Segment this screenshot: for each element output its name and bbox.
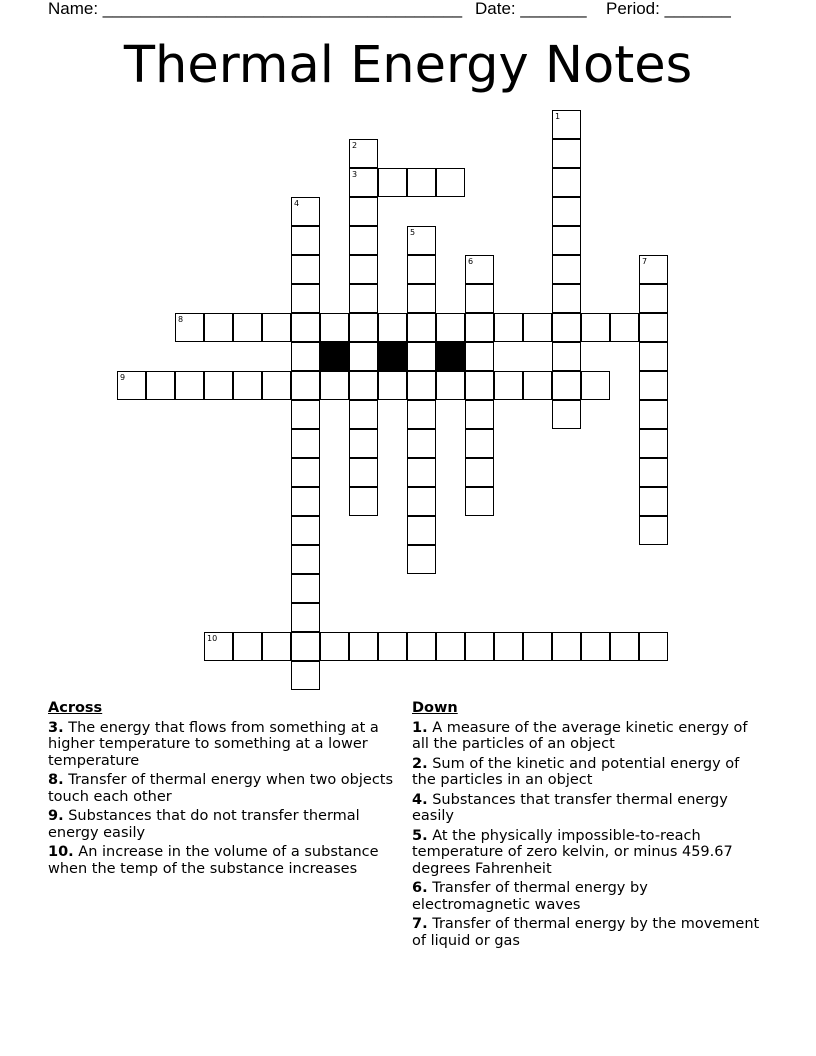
- grid-cell[interactable]: [262, 632, 291, 661]
- grid-cell[interactable]: [639, 632, 668, 661]
- grid-cell[interactable]: [291, 429, 320, 458]
- clue-item: [412, 756, 762, 789]
- clue-item-text: Substances that transfer thermal energy easily: [412, 791, 728, 824]
- clue-item: [48, 720, 398, 770]
- grid-cell[interactable]: [349, 458, 378, 487]
- clue-item-number: 2.: [412, 755, 428, 772]
- name-field[interactable]: Name: ______________________________________: [48, 0, 463, 18]
- black-cell: [378, 342, 407, 371]
- grid-cell[interactable]: [378, 168, 407, 197]
- grid-cell[interactable]: [494, 632, 523, 661]
- grid-cell[interactable]: [291, 371, 320, 400]
- across-clues: [48, 700, 398, 880]
- grid-cell[interactable]: [233, 632, 262, 661]
- grid-cell[interactable]: [436, 371, 465, 400]
- grid-cell[interactable]: [378, 313, 407, 342]
- clue-item: [48, 772, 398, 805]
- grid-cell[interactable]: [204, 371, 233, 400]
- grid-cell[interactable]: [465, 400, 494, 429]
- grid-cell[interactable]: [552, 255, 581, 284]
- grid-cell[interactable]: [465, 342, 494, 371]
- grid-cell[interactable]: [407, 400, 436, 429]
- grid-cell[interactable]: [291, 255, 320, 284]
- grid-cell[interactable]: [407, 487, 436, 516]
- grid-cell[interactable]: [407, 429, 436, 458]
- grid-cell[interactable]: [407, 284, 436, 313]
- grid-cell[interactable]: [204, 632, 233, 661]
- grid-cell[interactable]: [639, 284, 668, 313]
- clue-item-number: 9.: [48, 808, 64, 824]
- grid-cell[interactable]: [320, 313, 349, 342]
- grid-cell[interactable]: [639, 458, 668, 487]
- grid-cell[interactable]: [552, 139, 581, 168]
- grid-cell[interactable]: [349, 226, 378, 255]
- grid-cell[interactable]: [291, 458, 320, 487]
- grid-cell[interactable]: [639, 516, 668, 545]
- clue-number: 1: [555, 112, 561, 121]
- grid-cell[interactable]: [349, 342, 378, 371]
- clue-item: [412, 792, 762, 825]
- clue-item-text: Transfer of thermal energy by the movement of liquid or gas: [412, 916, 760, 949]
- grid-cell[interactable]: [407, 342, 436, 371]
- grid-cell[interactable]: [465, 429, 494, 458]
- grid-cell[interactable]: [175, 371, 204, 400]
- clue-number: 2: [352, 141, 358, 150]
- grid-cell[interactable]: [349, 371, 378, 400]
- grid-cell[interactable]: [465, 313, 494, 342]
- clue-item-text: A measure of the average kinetic energy of all the particles of an object: [412, 719, 748, 752]
- across-clue-list: [48, 720, 398, 878]
- grid-cell[interactable]: [407, 313, 436, 342]
- clue-number: 10: [207, 634, 218, 643]
- clue-item: [412, 880, 762, 913]
- grid-cell[interactable]: [291, 342, 320, 371]
- grid-cell[interactable]: [465, 371, 494, 400]
- grid-cell[interactable]: [407, 255, 436, 284]
- grid-cell[interactable]: [436, 168, 465, 197]
- grid-cell[interactable]: [262, 313, 291, 342]
- grid-cell[interactable]: [349, 284, 378, 313]
- clue-number: 8: [178, 315, 184, 324]
- grid-cell[interactable]: [349, 429, 378, 458]
- clue-item-number: 1.: [412, 719, 428, 736]
- grid-cell[interactable]: [349, 197, 378, 226]
- clue-item-text: Transfer of thermal energy by electromagnetic waves: [412, 880, 648, 913]
- grid-cell[interactable]: [610, 313, 639, 342]
- grid-cell[interactable]: [349, 255, 378, 284]
- grid-cell[interactable]: [378, 632, 407, 661]
- grid-cell[interactable]: [291, 197, 320, 226]
- grid-cell[interactable]: [407, 168, 436, 197]
- grid-cell[interactable]: [349, 400, 378, 429]
- grid-cell[interactable]: [407, 516, 436, 545]
- grid-cell[interactable]: [407, 545, 436, 574]
- grid-cell[interactable]: [581, 632, 610, 661]
- clue-item-number: 7.: [412, 916, 428, 932]
- down-clue-list: [412, 720, 762, 950]
- clue-item: [48, 808, 398, 841]
- grid-cell[interactable]: [204, 313, 233, 342]
- clue-item: [412, 720, 762, 753]
- clue-item-text: An increase in the volume of a substance when the temp of the substance increases: [48, 844, 379, 877]
- grid-cell[interactable]: [436, 632, 465, 661]
- grid-cell[interactable]: [233, 371, 262, 400]
- grid-cell[interactable]: [436, 313, 465, 342]
- grid-cell[interactable]: [291, 632, 320, 661]
- clue-item-text: The energy that flows from something at a higher temperature to something at a lower temperature: [48, 719, 379, 769]
- grid-cell[interactable]: [320, 632, 349, 661]
- grid-cell[interactable]: [552, 226, 581, 255]
- down-clues: [412, 700, 762, 952]
- grid-cell[interactable]: [552, 371, 581, 400]
- grid-cell[interactable]: [146, 371, 175, 400]
- grid-cell[interactable]: [639, 487, 668, 516]
- grid-cell[interactable]: [349, 139, 378, 168]
- grid-cell[interactable]: [291, 487, 320, 516]
- grid-cell[interactable]: [639, 400, 668, 429]
- grid-cell[interactable]: [523, 371, 552, 400]
- grid-cell[interactable]: [291, 661, 320, 690]
- down-heading: Down: [412, 700, 458, 716]
- grid-cell[interactable]: [117, 371, 146, 400]
- grid-cell[interactable]: [291, 313, 320, 342]
- grid-cell[interactable]: [407, 371, 436, 400]
- grid-cell[interactable]: [581, 313, 610, 342]
- clue-item: [412, 828, 762, 878]
- clue-item-number: 6.: [412, 880, 428, 896]
- grid-cell[interactable]: [233, 313, 262, 342]
- grid-cell[interactable]: [465, 487, 494, 516]
- clue-item-number: 3.: [48, 719, 64, 736]
- grid-cell[interactable]: [494, 371, 523, 400]
- grid-cell[interactable]: [407, 226, 436, 255]
- grid-cell[interactable]: [465, 255, 494, 284]
- clue-item-number: 4.: [412, 791, 428, 808]
- clue-number: 9: [120, 373, 126, 382]
- grid-cell[interactable]: [291, 516, 320, 545]
- clue-item-number: 8.: [48, 772, 64, 788]
- grid-cell[interactable]: [639, 342, 668, 371]
- grid-cell[interactable]: [262, 371, 291, 400]
- clue-item-text: Sum of the kinetic and potential energy of the particles in an object: [412, 755, 740, 788]
- grid-cell[interactable]: [552, 284, 581, 313]
- clue-item-text: Substances that do not transfer thermal energy easily: [48, 808, 360, 841]
- grid-cell[interactable]: [465, 458, 494, 487]
- grid-cell[interactable]: [494, 313, 523, 342]
- grid-cell[interactable]: [523, 313, 552, 342]
- clue-item-number: 10.: [48, 844, 74, 860]
- grid-cell[interactable]: [320, 371, 349, 400]
- grid-cell[interactable]: [552, 197, 581, 226]
- grid-cell[interactable]: [639, 255, 668, 284]
- grid-cell[interactable]: [552, 110, 581, 139]
- clue-number: 3: [352, 170, 358, 179]
- grid-cell[interactable]: [552, 168, 581, 197]
- clue-item: [48, 844, 398, 877]
- grid-cell[interactable]: [349, 313, 378, 342]
- clue-number: 6: [468, 257, 474, 266]
- grid-cell[interactable]: [552, 342, 581, 371]
- clue-item: [412, 916, 762, 949]
- clue-number: 4: [294, 199, 300, 208]
- grid-cell[interactable]: [639, 313, 668, 342]
- clue-item-text: At the physically impossible-to-reach temperature of zero kelvin, or minus 459.67 degrees Fahrenheit: [412, 827, 733, 877]
- grid-cell[interactable]: [552, 400, 581, 429]
- grid-cell[interactable]: [291, 284, 320, 313]
- grid-cell[interactable]: [175, 313, 204, 342]
- grid-cell[interactable]: [581, 371, 610, 400]
- black-cell: [320, 342, 349, 371]
- grid-cell[interactable]: [349, 487, 378, 516]
- clue-item-text: Transfer of thermal energy when two objects touch each other: [48, 772, 394, 805]
- grid-cell[interactable]: [523, 632, 552, 661]
- grid-cell[interactable]: [639, 429, 668, 458]
- grid-cell[interactable]: [291, 574, 320, 603]
- grid-cell[interactable]: [552, 313, 581, 342]
- period-field[interactable]: Period: _______: [606, 0, 731, 18]
- grid-cell[interactable]: [349, 168, 378, 197]
- grid-cell[interactable]: [552, 632, 581, 661]
- grid-cell[interactable]: [407, 458, 436, 487]
- grid-cell[interactable]: [378, 371, 407, 400]
- grid-cell[interactable]: [291, 400, 320, 429]
- grid-cell[interactable]: [349, 632, 378, 661]
- grid-cell[interactable]: [291, 545, 320, 574]
- clue-number: 5: [410, 228, 416, 237]
- page-title: Thermal Energy Notes: [123, 36, 693, 95]
- grid-cell[interactable]: [407, 632, 436, 661]
- grid-cell[interactable]: [465, 284, 494, 313]
- grid-cell[interactable]: [610, 632, 639, 661]
- black-cell: [436, 342, 465, 371]
- date-field[interactable]: Date: _______: [475, 0, 587, 18]
- across-heading: Across: [48, 700, 103, 716]
- grid-cell[interactable]: [465, 632, 494, 661]
- grid-cell[interactable]: [639, 371, 668, 400]
- grid-cell[interactable]: [291, 226, 320, 255]
- clue-number: 7: [642, 257, 648, 266]
- grid-cell[interactable]: [291, 603, 320, 632]
- clue-item-number: 5.: [412, 827, 428, 844]
